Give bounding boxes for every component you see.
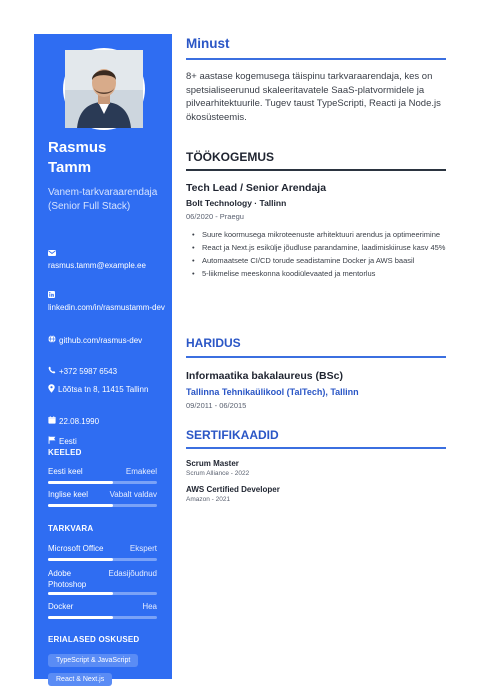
list-item: • Automaatsete CI/CD torude seadistamine Docker ja AWS baasil xyxy=(202,256,452,266)
contact-linkedin[interactable] xyxy=(48,290,168,313)
certificate-name: Scrum Master xyxy=(186,459,239,468)
certificate-issuer: Scrum Alliance - 2022 xyxy=(186,470,250,477)
software-level: Hea xyxy=(142,602,157,611)
divider xyxy=(186,169,446,171)
software-name: Docker xyxy=(48,602,74,611)
job-date: 06/2020 - Praegu xyxy=(186,212,244,221)
phone-icon xyxy=(48,366,56,377)
education-school: Tallinna Tehnikaülikool (TalTech), Tallinn xyxy=(186,387,359,397)
language-name: Inglise keel xyxy=(48,490,89,499)
software-name: Microsoft Office xyxy=(48,544,104,553)
language-level: Vabalt valdav xyxy=(109,490,157,499)
certificates-heading: SERTIFIKAADID xyxy=(186,428,279,442)
github-text: github.com/rasmus-dev xyxy=(59,336,143,345)
divider xyxy=(186,58,446,60)
certificate-issuer: Amazon - 2021 xyxy=(186,496,231,503)
software-level: Edasijõudnud xyxy=(108,569,157,578)
job-title: Vanem-tarkvaraarendaja (Senior Full Stack) xyxy=(48,187,158,212)
software-item xyxy=(48,568,157,590)
address-text: Lõõtsa tn 8, 11415 Tallinn xyxy=(58,385,149,394)
phone-text: +372 5987 6543 xyxy=(59,367,118,376)
contact-email[interactable] xyxy=(48,248,168,271)
contact-phone[interactable] xyxy=(48,366,168,377)
skills-heading: ERIALASED OSKUSED xyxy=(48,635,140,644)
job-position: Tech Lead / Senior Arendaja xyxy=(186,182,327,194)
language-level: Emakeel xyxy=(125,467,157,476)
divider xyxy=(186,356,446,358)
linkedin-text: linkedin.com/in/rasmustamm-dev xyxy=(48,303,165,312)
mail-icon xyxy=(48,248,168,259)
education-heading: HARIDUS xyxy=(186,336,241,350)
about-heading: Minust xyxy=(186,36,230,51)
education-date: 09/2011 - 06/2015 xyxy=(186,401,247,410)
contact-birthdate xyxy=(48,416,168,427)
job-achievements xyxy=(186,230,452,282)
language-name: Eesti keel xyxy=(48,467,83,476)
list-item: • 5-liikmelise meeskonna koodiülevaated ja mentorlus xyxy=(202,269,452,279)
first-name: Rasmus xyxy=(48,139,107,156)
flag-icon xyxy=(48,436,56,447)
birthdate-text: 22.08.1990 xyxy=(59,417,100,426)
software-level-bar xyxy=(48,558,157,561)
software-level: Ekspert xyxy=(129,544,157,553)
software-item xyxy=(48,544,157,553)
list-item: • Suure koormusega mikroteenuste arhitektuuri arendus ja optimeerimine xyxy=(202,230,452,240)
nationality-text: Eesti xyxy=(59,437,77,446)
contact-nationality xyxy=(48,436,168,447)
language-level-bar xyxy=(48,504,157,507)
profile-photo xyxy=(63,48,145,130)
software-level-bar xyxy=(48,616,157,619)
contact-address xyxy=(48,384,168,396)
software-name: Adobe Photoshop xyxy=(48,569,87,589)
location-pin-icon xyxy=(48,384,55,396)
language-item xyxy=(48,490,157,499)
full-name xyxy=(48,138,166,178)
list-item: • React ja Next.js esikülje jõudluse parandamine, laadimiskiiruse kasv 45% xyxy=(202,243,452,253)
about-text: 8+ aastase kogemusega täispinu tarkvaraarendaja, kes on spetsialiseerunud skaleeritavatele SaaS-platvormidele ja pilvearhitektuurile. Tugev taust TypeScripti, Reacti ja Node.js ökosüsteemis. xyxy=(186,71,441,123)
software-level-bar xyxy=(48,592,157,595)
certificate-name: AWS Certified Developer xyxy=(186,485,280,494)
languages-heading: KEELED xyxy=(48,448,82,457)
email-text: rasmus.tamm@example.ee xyxy=(48,261,146,270)
linkedin-icon xyxy=(48,290,168,301)
experience-heading: TÖÖKOGEMUS xyxy=(186,150,275,164)
contact-github[interactable] xyxy=(48,335,168,346)
calendar-icon xyxy=(48,416,56,427)
skill-chip: React & Next.js xyxy=(48,673,112,686)
sidebar xyxy=(34,34,172,683)
job-company: Bolt Technology · Tallinn xyxy=(186,198,287,208)
language-item xyxy=(48,467,157,476)
globe-icon xyxy=(48,335,56,346)
education-degree: Informaatika bakalaureus (BSc) xyxy=(186,370,343,382)
software-item xyxy=(48,602,157,611)
skill-chip: TypeScript & JavaScript xyxy=(48,654,138,667)
last-name: Tamm xyxy=(48,159,92,176)
software-heading: TARKVARA xyxy=(48,524,94,533)
avatar xyxy=(65,50,143,128)
language-level-bar xyxy=(48,481,157,484)
divider xyxy=(186,447,446,449)
